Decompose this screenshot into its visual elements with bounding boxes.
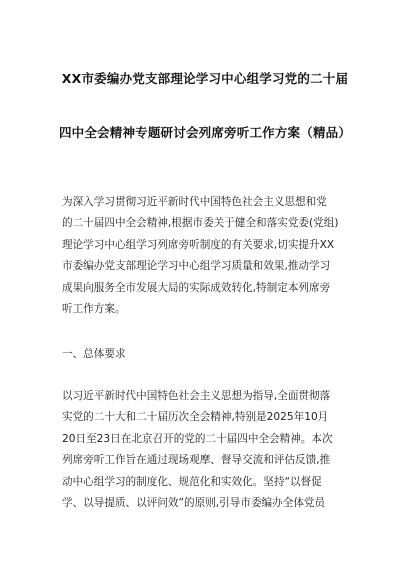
intro-line: 听工作方案。 xyxy=(62,302,126,315)
intro-paragraph xyxy=(62,192,352,320)
document-title-line-2: 四中全会精神专题研讨会列席旁听工作方案（精品） xyxy=(58,125,352,140)
intro-line: 的二十届四中全会精神,根据市委关于健全和落实党委(党组) xyxy=(62,217,339,230)
body-line: 以习近平新时代中国特色社会主义思想为指导,全面贯彻落 xyxy=(62,390,331,402)
body-line: 列席旁听工作旨在通过现场观摩、督导交流和评估反馈,推 xyxy=(62,454,331,467)
intro-line: 为深入学习贯彻习近平新时代中国特色社会主义思想和党 xyxy=(62,196,327,208)
body-line: 学、以导提质、以评问效”的原则,引导市委编办全体党员 xyxy=(62,496,326,509)
intro-line: 理论学习中心组学习列席旁听制度的有关要求,切实提升XX xyxy=(62,238,335,251)
general-requirements-paragraph xyxy=(62,386,352,514)
body-line: 动中心组学习的制度化、规范化和实效化。坚持“以督促 xyxy=(62,475,322,488)
intro-line: 市委编办党支部理论学习中心组学习质量和效果,推动学习 xyxy=(62,260,331,273)
body-line: 实党的二十大和二十届历次全会精神,特别是2025年10月 xyxy=(62,411,329,424)
document-title-line-1: XX市委编办党支部理论学习中心组学习党的二十届 xyxy=(61,71,349,86)
body-line: 20日至23日在北京召开的党的二十届四中全会精神。本次 xyxy=(62,432,333,445)
intro-line: 成果向服务全市发展大局的实际成效转化,特制定本列席旁 xyxy=(62,281,331,294)
section-heading-general-requirements: 一、总体要求 xyxy=(62,348,126,360)
